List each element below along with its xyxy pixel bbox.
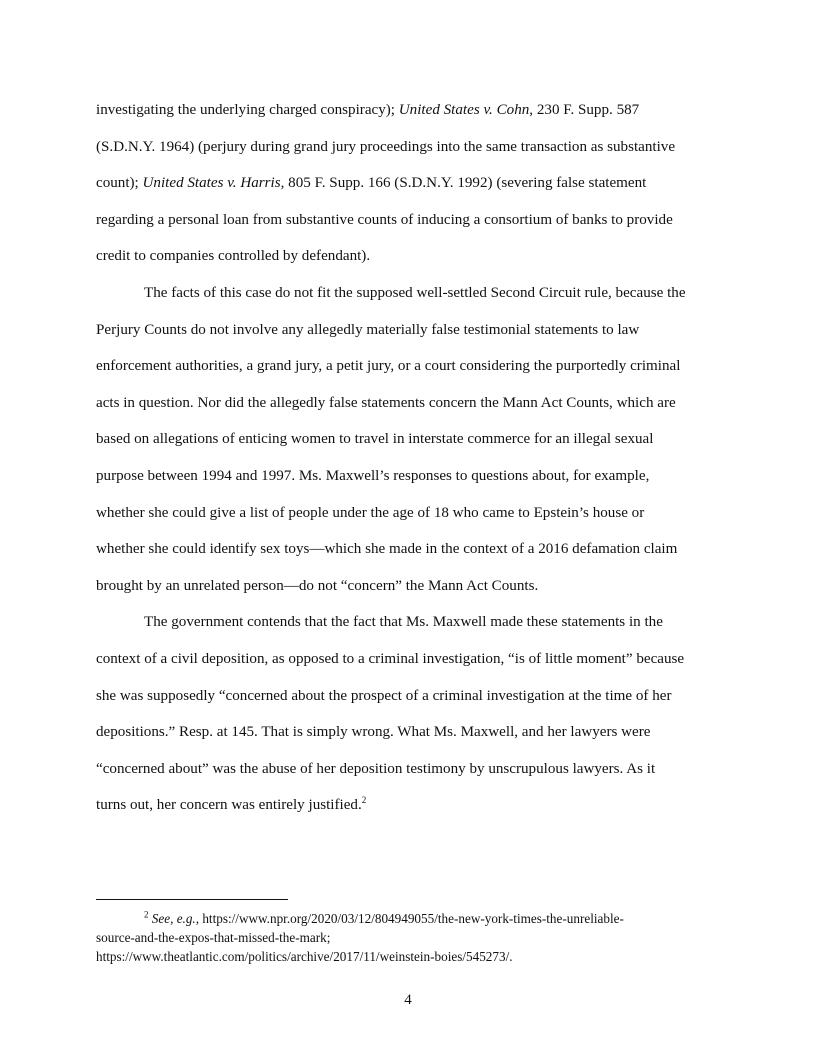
- text-line: based on allegations of enticing women to travel in interstate commerce for an illegal sexual: [96, 431, 654, 448]
- text-line: context of a civil deposition, as opposed to a criminal investigation, “is of little moment” because: [96, 650, 685, 667]
- text-line: “concerned about” was the abuse of her deposition testimony by unscrupulous lawyers. As it: [96, 760, 656, 777]
- text-line: (S.D.N.Y. 1964) (perjury during grand jury proceedings into the same transaction as substantive: [96, 138, 676, 155]
- text-line: Perjury Counts do not involve any allegedly materially false testimonial statements to law: [96, 321, 640, 338]
- footnote-link[interactable]: https://www.theatlantic.com/politics/archive/2017/11/weinstein-boies/545273/.: [96, 949, 513, 964]
- text-line: [96, 175, 646, 191]
- text-line: [96, 911, 624, 926]
- text-line: [96, 102, 639, 118]
- text-line: credit to companies controlled by defendant).: [96, 248, 371, 265]
- citation-signal: See, e.g.: [151, 911, 196, 926]
- text-line: whether she could identify sex toys—which she made in the context of a 2016 defamation claim: [96, 541, 678, 558]
- text-line: she was supposedly “concerned about the prospect of a criminal investigation at the time of her: [96, 687, 672, 704]
- paragraph-continuation: [96, 92, 724, 275]
- footnote-link[interactable]: , https://www.npr.org/2020/03/12/804949055/the-new-york-times-the-unreliable-: [195, 911, 624, 926]
- text-line: regarding a personal loan from substantive counts of inducing a consortium of banks to provide: [96, 211, 673, 228]
- text-line: enforcement authorities, a grand jury, a petit jury, or a court considering the purportedly criminal: [96, 358, 681, 375]
- body-text: [96, 92, 724, 824]
- case-citation: United States v. Harris: [142, 175, 281, 192]
- footnote: [96, 909, 724, 966]
- footnote-link[interactable]: source-and-the-expos-that-missed-the-mark;: [96, 930, 331, 945]
- line-text: , 805 F. Supp. 166 (S.D.N.Y. 1992) (severing false statement: [280, 175, 647, 192]
- paragraph-government: [96, 604, 724, 824]
- text-line: purpose between 1994 and 1997. Ms. Maxwell’s responses to questions about, for example,: [96, 467, 650, 484]
- case-citation: United States v. Cohn: [398, 102, 530, 118]
- footnote-marker: 2: [144, 909, 149, 920]
- line-text: investigating the underlying charged conspiracy);: [96, 102, 399, 118]
- line-text: turns out, her concern was entirely justified.: [96, 797, 362, 814]
- text-line: The facts of this case do not fit the supposed well-settled Second Circuit rule, because the: [144, 284, 686, 301]
- footnote-text: [96, 909, 724, 966]
- line-text: , 230 F. Supp. 587: [529, 102, 640, 118]
- footnote-separator: [96, 899, 288, 900]
- text-line: whether she could give a list of people under the age of 18 who came to Epstein’s house or: [96, 504, 645, 521]
- text-line: [96, 797, 366, 813]
- page-number: 4: [404, 992, 412, 1008]
- paragraph-facts: [96, 275, 724, 604]
- footnote-reference[interactable]: 2: [361, 795, 367, 806]
- line-text: count);: [96, 175, 143, 192]
- text-line: acts in question. Nor did the allegedly false statements concern the Mann Act Counts, which are: [96, 394, 676, 411]
- text-line: The government contends that the fact that Ms. Maxwell made these statements in the: [144, 614, 663, 631]
- text-line: depositions.” Resp. at 145. That is simply wrong. What Ms. Maxwell, and her lawyers were: [96, 724, 651, 741]
- text-line: brought by an unrelated person—do not “concern” the Mann Act Counts.: [96, 577, 539, 594]
